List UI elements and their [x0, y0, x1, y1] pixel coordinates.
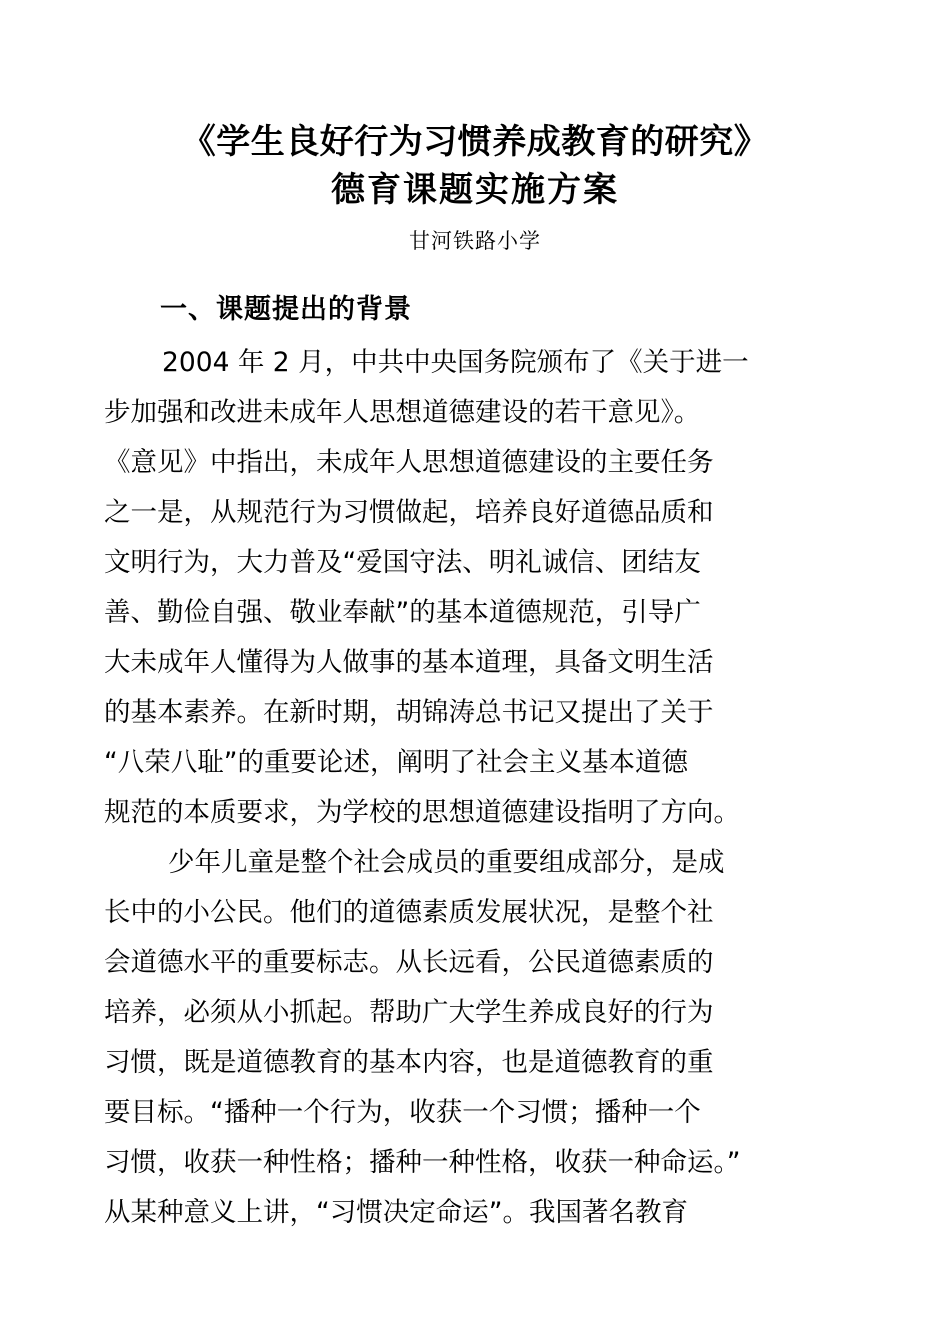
paragraph-line: 大未成年人懂得为人做事的基本道理，具备文明生活 — [104, 647, 714, 678]
paragraph-line: 习惯，既是道德教育的基本内容，也是道德教育的重 — [104, 1047, 714, 1078]
paragraph-1 — [104, 338, 846, 838]
paragraph-line: 规范的本质要求，为学校的思想道德建设指明了方向。 — [104, 797, 740, 828]
paragraph-line: “八荣八耻”的重要论述，阐明了社会主义基本道德 — [104, 747, 688, 778]
paragraph-line: 习惯，收获一种性格；播种一种性格，收获一种命运。” — [104, 1147, 741, 1178]
paragraph-line: 从某种意义上讲，“习惯决定命运”。我国著名教育 — [104, 1197, 688, 1228]
paragraph-line: 长中的小公民。他们的道德素质发展状况，是整个社 — [104, 897, 714, 928]
document-title-line-2: 德育课题实施方案 — [331, 170, 619, 210]
document-title-line-1: 《学生良好行为习惯养成教育的研究》 — [181, 122, 769, 162]
paragraph-line: 培养，必须从小抓起。帮助广大学生养成良好的行为 — [104, 997, 714, 1028]
paragraph-line: 2004 年 2 月，中共中央国务院颁布了《关于进一 — [162, 347, 749, 378]
paragraph-line: 要目标。“播种一个行为，收获一个习惯；播种一个 — [104, 1097, 701, 1128]
school-name: 甘河铁路小学 — [409, 229, 541, 253]
paragraph-line: 之一是，从规范行为习惯做起，培养良好道德品质和 — [104, 497, 714, 528]
paragraph-line: 步加强和改进未成年人思想道德建设的若干意见》。 — [104, 397, 701, 428]
paragraph-line: 文明行为，大力普及“爱国守法、明礼诚信、团结友 — [104, 547, 701, 578]
paragraph-line: 的基本素养。在新时期，胡锦涛总书记又提出了关于 — [104, 697, 714, 728]
section-heading-background: 一、课题提出的背景 — [160, 294, 412, 325]
paragraph-2 — [104, 838, 846, 1238]
paragraph-line: 少年儿童是整个社会成员的重要组成部分，是成 — [168, 847, 725, 878]
paragraph-line: 会道德水平的重要标志。从长远看，公民道德素质的 — [104, 947, 714, 978]
paragraph-line: 《意见》中指出，未成年人思想道德建设的主要任务 — [104, 447, 714, 478]
paragraph-line: 善、勤俭自强、敬业奉献”的基本道德规范，引导广 — [104, 597, 701, 628]
